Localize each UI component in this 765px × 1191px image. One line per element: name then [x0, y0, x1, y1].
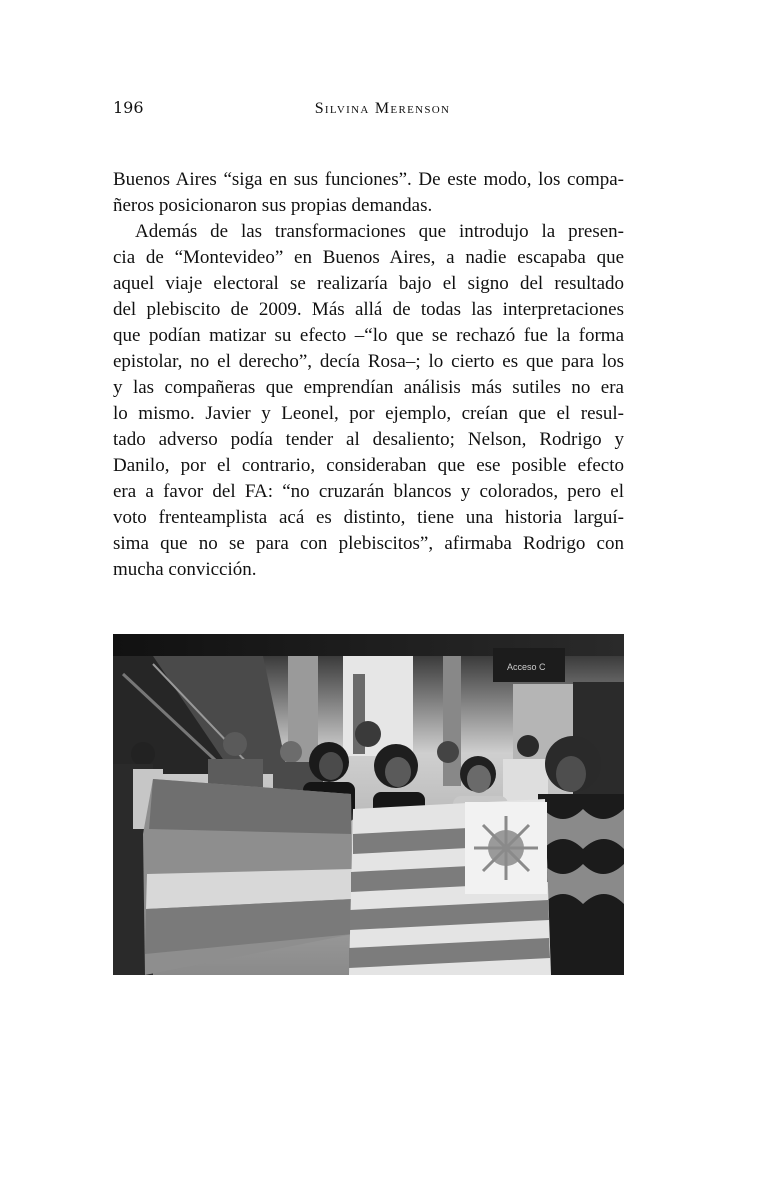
text-line: Además de las transformaciones que introdujo la presen- [135, 221, 624, 242]
text-line: mucha convicción. [113, 559, 257, 580]
text-line: que podían matizar su efecto –“lo que se rechazó fue la forma [113, 325, 624, 346]
station-sign-text: Acceso C [507, 662, 546, 672]
text-line: sima que no se para con plebiscitos”, afirmaba Rodrigo con [113, 533, 624, 554]
text-line: lo mismo. Javier y Leonel, por ejemplo, creían que el resul- [113, 403, 624, 424]
text-line: y las compañeras que emprendían análisis más sutiles no era [113, 377, 624, 398]
text-line: aquel viaje electoral se realizaría bajo el signo del resultado [113, 273, 624, 294]
page-number: 196 [113, 98, 144, 117]
running-head-text: Silvina Merenson [314, 100, 451, 117]
text-line: tado adverso podía tender al desaliento; Nelson, Rodrigo y [113, 429, 624, 450]
text-line: voto frenteamplista acá es distinto, tiene una historia larguí- [113, 507, 624, 528]
text-line: del plebiscito de 2009. Más allá de todas las interpretaciones [113, 299, 624, 320]
text-line: epistolar, no el derecho”, decía Rosa–; lo cierto es que para los [113, 351, 624, 372]
photograph [113, 634, 624, 975]
text-line: cia de “Montevideo” en Buenos Aires, a nadie escapaba que [113, 247, 624, 268]
text-line: era a favor del FA: “no cruzarán blancos y colorados, pero el [113, 481, 624, 502]
photo-illustration [113, 634, 624, 975]
body-text [113, 167, 624, 583]
running-head [0, 99, 765, 119]
text-line: ñeros posicionaron sus propias demandas. [113, 195, 433, 216]
text-line: Buenos Aires “siga en sus funciones”. De este modo, los compa- [113, 169, 624, 190]
text-line: Danilo, por el contrario, consideraban que ese posible efecto [113, 455, 624, 476]
